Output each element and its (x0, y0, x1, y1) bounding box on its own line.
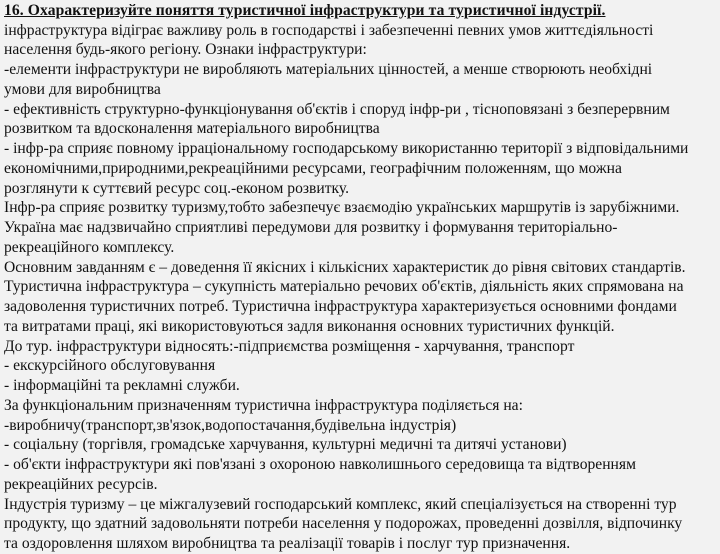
text-line: - інформаційні та рекламні служби. (4, 377, 240, 395)
text-line: розглянути к суттєвий ресурс соц.-економ розвитку. (4, 179, 350, 197)
text-line: населення будь-якого регіону. Ознаки інфраструктури: (4, 41, 367, 59)
text-line: рекреаційного комплексу. (4, 238, 175, 256)
text-line: та оздоровлення шляхом виробництва та реалізації товарів і послуг тур призначення. (4, 535, 571, 553)
text-line: рекреаційних ресурсів. (4, 475, 158, 493)
text-line: продукту, що здатний задовольняти потреби населення у подорожах, проведенні дозвілля, відпочинку (4, 515, 683, 533)
text-line: Індустрія туризму – це міжгалузевий господарський комплекс, який спеціалізується на створенні тур (4, 495, 677, 513)
text-line: та витратами праці, які використовуються задля виконання основних туристичних функцій. (4, 317, 615, 335)
text-line: - об'єкти інфраструктури які пов'язані з охороною навколишнього середовища та відтворенням (4, 456, 636, 474)
text-line: Україна має надзвичайно сприятливі передумови для розвитку і формування територіально- (4, 219, 618, 237)
text-line: До тур. інфраструктури відносять:-підприємства розміщення - харчування, транспорт (4, 337, 575, 355)
text-line: - інфр-ра сприяє повному ірраціональному господарському використанню території з відповідальними (4, 140, 689, 158)
text-line: -виробничу(транспорт,зв'язок,водопостачання,будівельна індустрія) (4, 416, 457, 434)
text-line: Туристична інфраструктура – сукупність матеріально речових об'єктів, діяльність яких спрямована на (4, 278, 684, 296)
question-title: 16. Охарактеризуйте поняття туристичної інфраструктури та туристичної індустрії. (4, 2, 606, 19)
text-line: За функціональним призначенням туристична інфраструктура поділяється на: (4, 396, 523, 414)
text-line: - ефективність структурно-функціонування об'єктів і споруд інфр-ри , тісноповязані з безперервним (4, 100, 670, 118)
text-line: інфраструктура відіграє важливу роль в господарстві і забезпеченні певних умов життєдіяльності (4, 21, 654, 39)
text-line: -елементи інфраструктури не виробляють матеріальних цінностей, а менше створюють необхідні (4, 61, 653, 79)
text-line: - екскурсійного обслуговування (4, 357, 216, 375)
text-line: економічними,природними,рекреаційними ресурсами, географічним положенням, що можна (4, 159, 622, 177)
text-line: Інфр-ра сприяє розвитку туризму,тобто забезпечує взаємодію українських маршрутів із зарубіжними. (4, 199, 680, 217)
text-line: розвитком та вдосконалення матеріального виробництва (4, 120, 380, 138)
text-line: задоволення туристичних потреб. Туристична інфраструктура характеризується основними фондами (4, 298, 677, 316)
text-line: Основним завданням є – доведення її якісних і кількісних характеристик до рівня світових стандартів. (4, 258, 686, 276)
text-line: умови для виробництва (4, 80, 161, 98)
text-line: - соціальну (торгівля, громадське харчування, культурні медичні та дитячі установи) (4, 436, 567, 454)
